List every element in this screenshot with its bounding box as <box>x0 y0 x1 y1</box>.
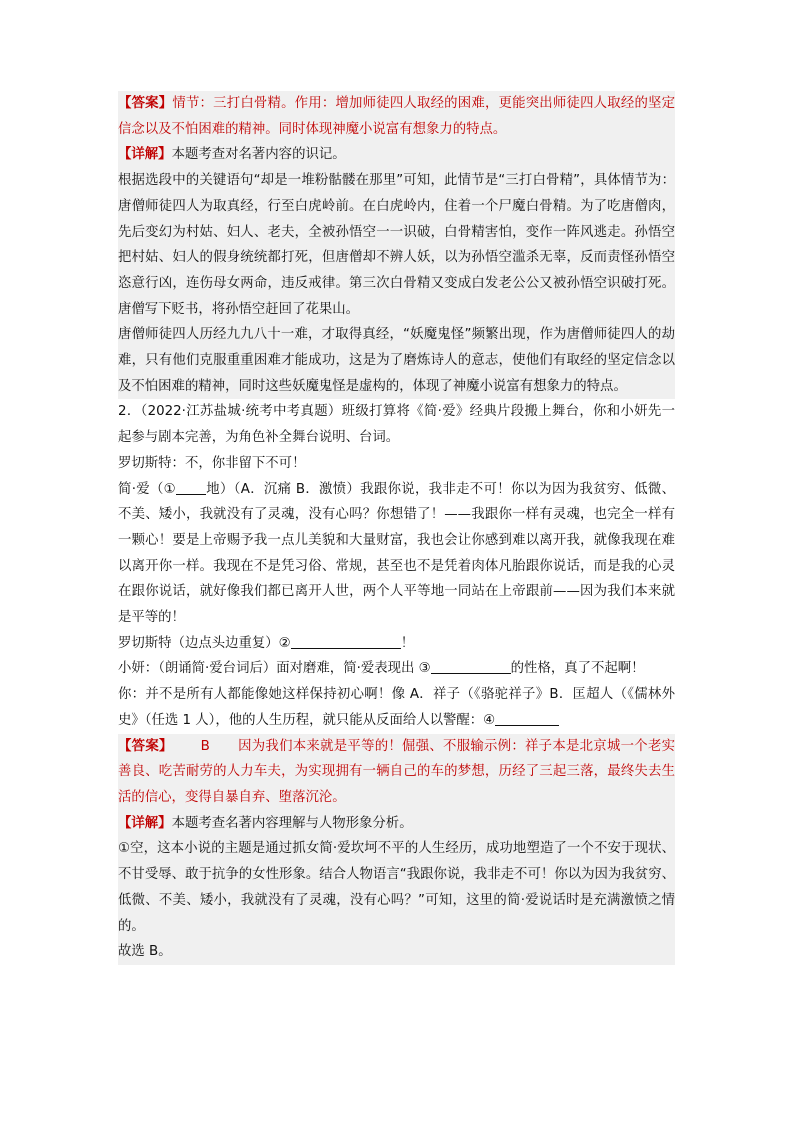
answer-tag: 【答案】 <box>118 96 173 111</box>
script-text: 小妍：（朗诵简·爱台词后）面对磨难，简·爱表现出 ③ <box>118 661 431 677</box>
blank-3 <box>431 659 511 674</box>
detail-text: 本题考查名著内容理解与人物形象分析。 <box>171 815 413 831</box>
blank-4 <box>495 711 559 726</box>
script-text: 你：并不是所有人都能像她这样保持初心啊！像 A．祥子（《骆驼祥子》B．匡超人（《儒林外史》（任选 1 人），他的人生历程，就只能从反面给人以警醒：④ <box>118 687 675 728</box>
script-text: 简·爱（① <box>118 481 176 497</box>
script-line <box>118 631 675 657</box>
detail-heading-2 <box>118 811 675 837</box>
answer-block-1 <box>118 91 675 399</box>
script-text: 罗切斯特（边点头边重复）② <box>118 635 291 651</box>
answer-text: 因为我们本来就是平等的！倔强、不服输示例：祥子本是北京城一个老实善良、吃苦耐劳的人力车夫，为实现拥有一辆自己的车的梦想，历经了三起三落，最终失去生活的信心，变得自暴自弃、堕落沉沦。 <box>118 738 676 805</box>
detail-tag: 【详解】 <box>118 815 172 831</box>
question-intro: 2．（2022·江苏盐城·统考中考真题）班级打算将《简·爱》经典片段搬上舞台，你和小妍先一起参与剧本完善，为角色补全舞台说明、台词。 <box>118 404 675 446</box>
script-text: ！ <box>400 635 415 651</box>
script-line: 罗切斯特：不，你非留下不可！ <box>118 455 306 471</box>
detail-heading-1 <box>118 142 675 168</box>
answer-paragraph-1 <box>118 91 675 142</box>
detail-text: 本题考查对名著内容的识记。 <box>171 147 346 163</box>
script-line <box>118 477 675 631</box>
detail-paragraph: 故选 B。 <box>118 944 172 960</box>
answer-paragraph-2 <box>118 734 675 811</box>
detail-tag: 【详解】 <box>118 147 172 163</box>
answer-text: 情节：三打白骨精。作用：增加师徒四人取经的困难，更能突出师徒四人取经的坚定信念以及不怕困难的精神。同时体现神魔小说富有想象力的特点。 <box>118 96 676 137</box>
script-text: 的性格，真了不起啊！ <box>510 661 645 677</box>
document-body <box>118 91 675 965</box>
script-line <box>118 682 675 733</box>
script-text: 地）（A．沉痛 B．激愤）我跟你说，我非走不可！你以为因为我贫穷、低微、不美、矮小，我就没有了灵魂，没有心吗？你想错了！——我跟你一样有灵魂，也完全一样有一颗心！要是上帝赐予我一点儿美貌和大量财富，我也会让你感到难以离开我，就像我现在难以离开你一样。我现在不是凭习俗、常规，甚至也不是凭着肉体凡胎跟你说话，而是我的心灵在跟你说话，就好像我们都已离开人世，两个人平等地一同站在上帝跟前——因为我们本来就是平等的！ <box>118 481 676 626</box>
script-line <box>118 656 675 682</box>
detail-paragraph: ①空，这本小说的主题是通过抓女简·爱坎坷不平的人生经历，成功地塑造了一个不安于现状、不甘受辱、敢于抗争的女性形象。结合人物语言“我跟你说，我非走不可！你以为因为我贫穷、低微、不美、矮小，我就没有了灵魂，没有心吗？”可知，这里的简·爱说话时是充满激愤之情的。 <box>118 841 675 934</box>
blank-1 <box>176 480 206 495</box>
detail-paragraph: 唐僧师徒四人历经九九八十一难，才取得真经，“妖魔鬼怪”频繁出现，作为唐僧师徒四人的劫难，只有他们克服重重困难才能成功，这是为了磨炼诗人的意志，使他们有取经的坚定信念以及不怕困难的精神，同时这些妖魔鬼怪是虚构的，体现了神魔小说富有想象力的特点。 <box>118 327 675 394</box>
answer-choice: B <box>200 738 210 754</box>
detail-paragraph: 根据选段中的关键语句“却是一堆粉骷髅在那里”可知，此情节是“三打白骨精”，具体情节为：唐僧师徒四人为取真经，行至白虎岭前。在白虎岭内，住着一个尸魔白骨精。为了吃唐僧肉，先后变幻为村姑、妇人、老夫，全被孙悟空一一识破，白骨精害怕，变作一阵风逃走。孙悟空把村姑、妇人的假身统统都打死，但唐僧却不辨人妖，以为孙悟空滥杀无辜，反而责怪孙悟空恣意行凶，连伤母女两命，违反戒律。第三次白骨精又变成白发老公公又被孙悟空识破打死。唐僧写下贬书，将孙悟空赶回了花果山。 <box>118 173 675 317</box>
answer-tag: 【答案】 <box>118 738 173 754</box>
answer-block-2 <box>118 734 675 965</box>
blank-2 <box>291 634 401 649</box>
question-block-2 <box>118 399 675 733</box>
